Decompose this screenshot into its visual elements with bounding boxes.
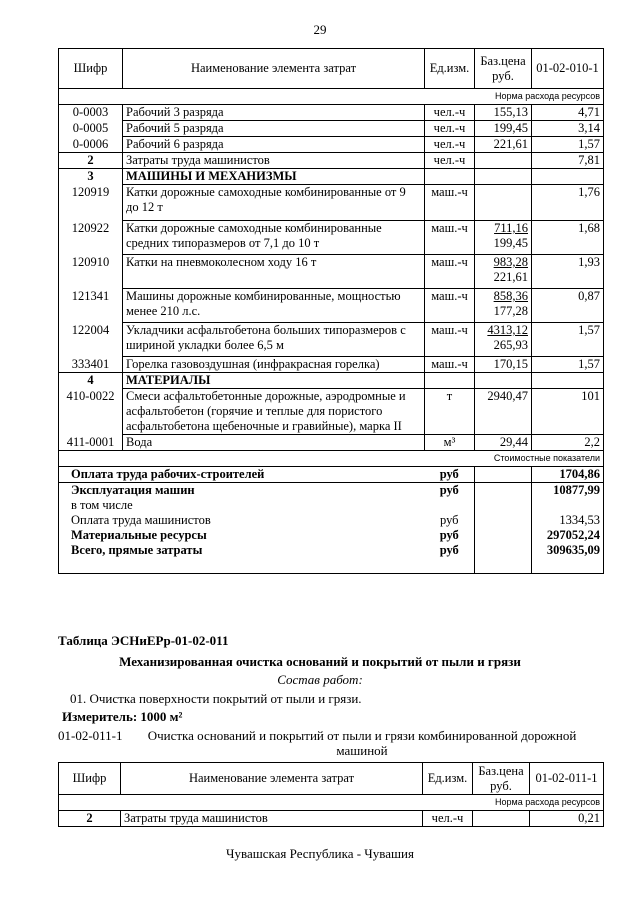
- table-row: 0-0006 Рабочий 6 разряда чел.-ч 221,61 1,57: [59, 137, 604, 153]
- page-footer: Чувашская Республика - Чувашия: [226, 846, 414, 861]
- table-header-row: [59, 763, 604, 795]
- table-row: 411-0001 Вода м³ 29,44 2,2: [59, 435, 604, 451]
- measure-unit: Измеритель: 1000 м²: [62, 709, 183, 724]
- header-code: Шифр: [59, 763, 121, 795]
- table-row: 410-0022 Смеси асфальтобетонные дорожные, аэродромные и асфальтобетон (горячие и теплые для пористого асфальтобетона щебеночные и гравийные), марка II т 2940,47 101: [59, 389, 604, 435]
- section-row: 3 МАШИНЫ И МЕХАНИЗМЫ: [59, 169, 604, 185]
- resource-table-2: [58, 762, 604, 827]
- header-norm-code: 01-02-011-1: [530, 763, 604, 795]
- works-label: Состав работ:: [277, 672, 363, 687]
- table-row: 2 Затраты труда машинистов чел.-ч 0,21: [59, 811, 604, 827]
- table-row: 120910 Катки на пневмоколесном ходу 16 т маш.-ч 983,28 221,61 1,93: [59, 255, 604, 289]
- table-row: 122004 Укладчики асфальтобетона больших типоразмеров с шириной укладки более 6,5 м маш.-ч 4313,12 265,93 1,57: [59, 323, 604, 357]
- table2-title: Таблица ЭСНиЕРр-01-02-011: [58, 633, 229, 648]
- cost-indicators-label: Стоимостные показатели: [59, 451, 604, 467]
- table-row: 0-0005 Рабочий 5 разряда чел.-ч 199,45 3,14: [59, 121, 604, 137]
- resource-table: [58, 48, 604, 574]
- item-code: 01-02-011-1: [58, 728, 123, 743]
- table2-subtitle: Механизированная очистка оснований и покрытий от пыли и грязи: [119, 654, 521, 669]
- header-unit: Ед.изм.: [425, 49, 475, 89]
- table-row: 120922 Катки дорожные самоходные комбинированные средних типоразмеров от 7,1 до 10 т маш.-ч 711,16 199,45 1,68: [59, 221, 604, 255]
- header-unit: Ед.изм.: [423, 763, 473, 795]
- summary-row: Всего, прямые затраты руб 309635,09: [59, 543, 604, 573]
- header-name: Наименование элемента затрат: [121, 763, 423, 795]
- table-row: 121341 Машины дорожные комбинированные, мощностью менее 210 л.с. маш.-ч 858,36 177,28 0,87: [59, 289, 604, 323]
- item-description: Очистка оснований и покрытий от пыли и грязи комбинированной дорожной машиной: [147, 728, 577, 758]
- work-item: 01. Очистка поверхности покрытий от пыли и грязи.: [70, 691, 362, 706]
- header-base-price: Баз.цена руб.: [473, 763, 530, 795]
- norm-subheader: Норма расхода ресурсов: [59, 795, 604, 811]
- table-row: 120919 Катки дорожные самоходные комбинированные от 9 до 12 т маш.-ч 1,76: [59, 185, 604, 221]
- summary-row: в том числе: [59, 498, 604, 513]
- summary-row: Эксплуатация машин руб 10877,99: [59, 483, 604, 499]
- section-row: 4 МАТЕРИАЛЫ: [59, 373, 604, 389]
- header-code: Шифр: [59, 49, 123, 89]
- norm-subheader: Норма расхода ресурсов: [59, 89, 604, 105]
- summary-row: Оплата труда машинистов руб 1334,53: [59, 513, 604, 528]
- summary-row: Оплата труда рабочих-строителей руб 1704,86: [59, 467, 604, 483]
- summary-row: Материальные ресурсы руб 297052,24: [59, 528, 604, 543]
- header-name: Наименование элемента затрат: [123, 49, 425, 89]
- header-base-price: Баз.цена руб.: [475, 49, 532, 89]
- table-row: 0-0003 Рабочий 3 разряда чел.-ч 155,13 4,71: [59, 105, 604, 121]
- table-row: 2 Затраты труда машинистов чел.-ч 7,81: [59, 153, 604, 169]
- header-norm-code: 01-02-010-1: [532, 49, 604, 89]
- table-row: 333401 Горелка газовоздушная (инфракрасная горелка) маш.-ч 170,15 1,57: [59, 357, 604, 373]
- table-header-row: [59, 49, 604, 89]
- page-number: 29: [313, 22, 327, 37]
